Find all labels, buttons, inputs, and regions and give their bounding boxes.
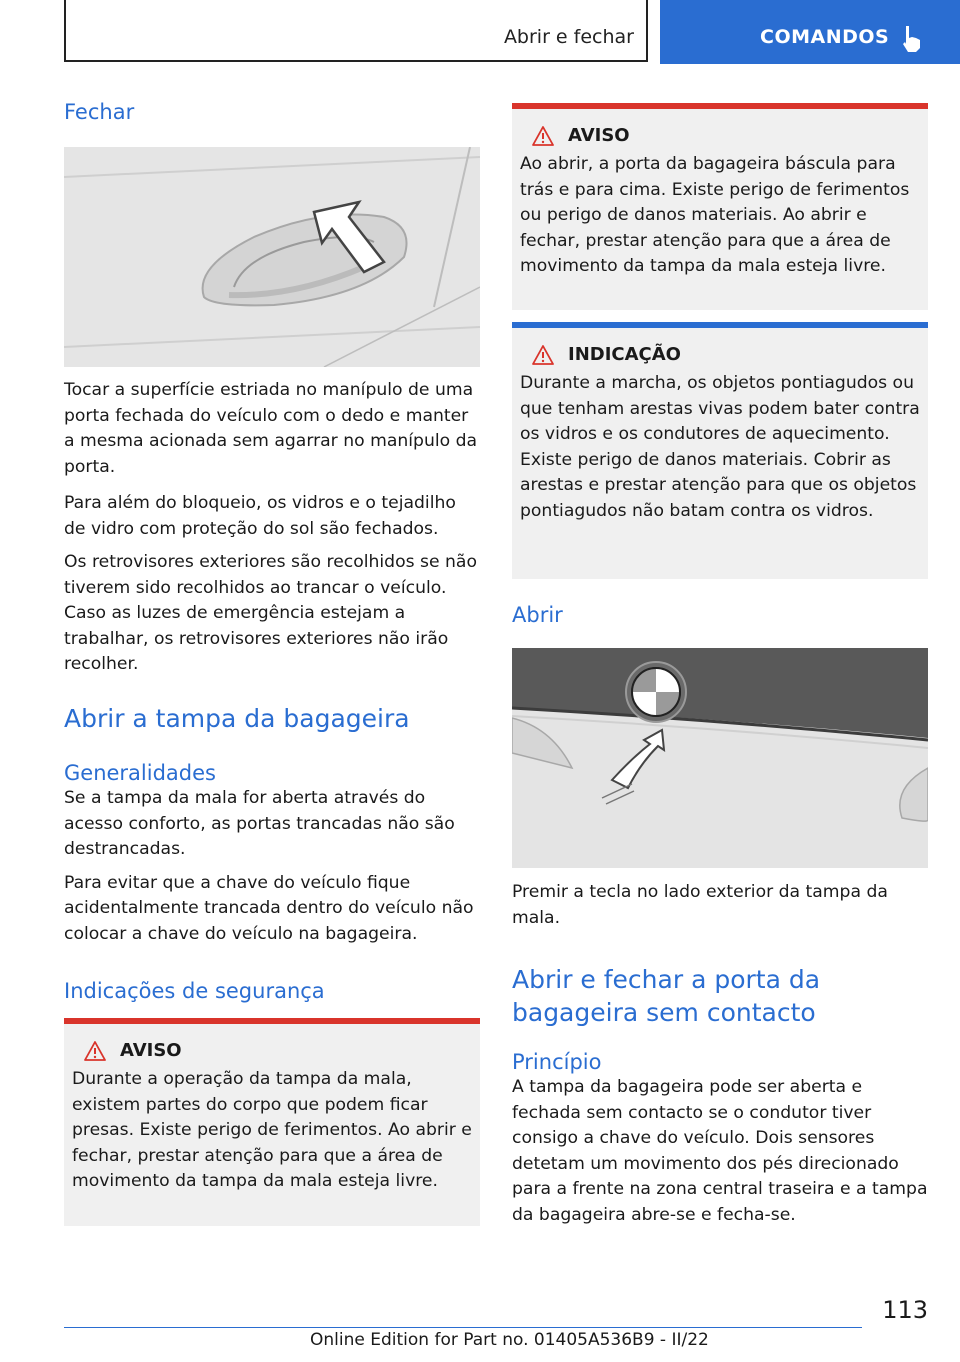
fechar-body: [64, 378, 480, 678]
figure-trunk-button: [512, 648, 928, 868]
hand-pointer-icon: [898, 24, 924, 54]
figure-door-handle: [64, 147, 480, 367]
left-column: [64, 100, 480, 124]
section-title: Abrir e fechar: [503, 26, 634, 48]
notice-box-indicacao: [512, 322, 928, 579]
warning-text: Durante a operação da tampa da mala, existem partes do corpo que podem ficar presas. Existe perigo de ferimentos. Ao abrir e fechar, prestar atenção para que a área de movimento da tampa da mala esteja livre.: [72, 1069, 472, 1191]
chapter-tab[interactable]: [660, 0, 960, 64]
heading-abrir-tampa: Abrir a tampa da bagageira: [64, 704, 410, 733]
heading-abrir: Abrir: [512, 603, 563, 627]
chapter-tab-label: COMANDOS: [760, 26, 890, 48]
warning-triangle-icon: [532, 126, 554, 146]
heading-sem-contacto: Abrir e fechar a porta da bagageira sem contacto: [512, 965, 821, 1027]
principio-section: [512, 1050, 928, 1228]
fechar-paragraph-2: Para além do bloqueio, os vidros e o tejadilho de vidro com proteção do sol são fechados.: [64, 493, 456, 539]
page-number: 113: [882, 1296, 928, 1324]
warning-label: AVISO: [568, 125, 630, 146]
footer-edition: Online Edition for Part no. 01405A536B9 - II/22: [310, 1330, 709, 1350]
abrir-section: [512, 603, 928, 627]
warning-triangle-icon: [532, 345, 554, 365]
abrir-body: [512, 880, 928, 931]
door-handle-illustration: [64, 147, 480, 367]
notice-text: Durante a marcha, os objetos pontiagudos ou que tenham arestas vivas podem bater contra os vidros e os condutores de aquecimento. Existe perigo de danos materiais. Cobrir as arestas e prestar atenção para que os objetos pontiagudos não batam contra os vidros.: [520, 373, 920, 521]
warning-box-aviso-2: [512, 103, 928, 310]
heading-principio: Princípio: [512, 1050, 602, 1074]
heading-fechar: Fechar: [64, 100, 135, 124]
warning-triangle-icon: [84, 1041, 106, 1061]
generalidades-paragraph-2: Para evitar que a chave do veículo fique acidentalmente trancada dentro do veículo não colocar a chave do veículo na bagageira.: [64, 872, 474, 944]
warning-label: AVISO: [120, 1040, 182, 1061]
principio-paragraph-1: A tampa da bagageira pode ser aberta e fechada sem contacto se o condutor tiver consigo a chave do veículo. Dois sensores detetam um movimento dos pés direcionado para a frente na zona central traseira e a tampa da bagageira abre-se e fecha-se.: [512, 1077, 928, 1225]
footer-rule: [64, 1327, 862, 1328]
heading-generalidades: Generalidades: [64, 761, 216, 785]
abrir-tampa-section: [64, 703, 480, 736]
warning-text: Ao abrir, a porta da bagageira báscula para trás e para cima. Existe perigo de ferimentos ou perigo de danos materiais. Ao abrir e fechar, prestar atenção para que a área de movimento da tampa da mala esteja livre.: [520, 154, 910, 276]
warning-title: [532, 125, 920, 146]
warning-box-aviso-1: [64, 1018, 480, 1226]
heading-seguranca: Indicações de segurança: [64, 979, 325, 1003]
seguranca-section: [64, 979, 480, 1003]
notice-title: [532, 344, 920, 365]
fechar-paragraph-1: Tocar a superfície estriada no manípulo de uma porta fechada do veículo com o dedo e manter a mesma acionada sem agarrar no manípulo da porta.: [64, 380, 478, 477]
fechar-paragraph-3: Os retrovisores exteriores são recolhidos se não tiverem sido recolhidos ao trancar o veículo. Caso as luzes de emergência estejam a trabalhar, os retrovisores exteriores não irão recolher.: [64, 552, 477, 674]
warning-title: [84, 1040, 472, 1061]
generalidades-section: [64, 761, 480, 947]
sem-contacto-section: [512, 964, 928, 1029]
notice-label: INDICAÇÃO: [568, 344, 681, 365]
trunk-button-illustration: [512, 648, 928, 868]
generalidades-paragraph-1: Se a tampa da mala for aberta através do acesso conforto, as portas trancadas não são destrancadas.: [64, 788, 455, 859]
abrir-paragraph-1: Premir a tecla no lado exterior da tampa da mala.: [512, 882, 888, 928]
